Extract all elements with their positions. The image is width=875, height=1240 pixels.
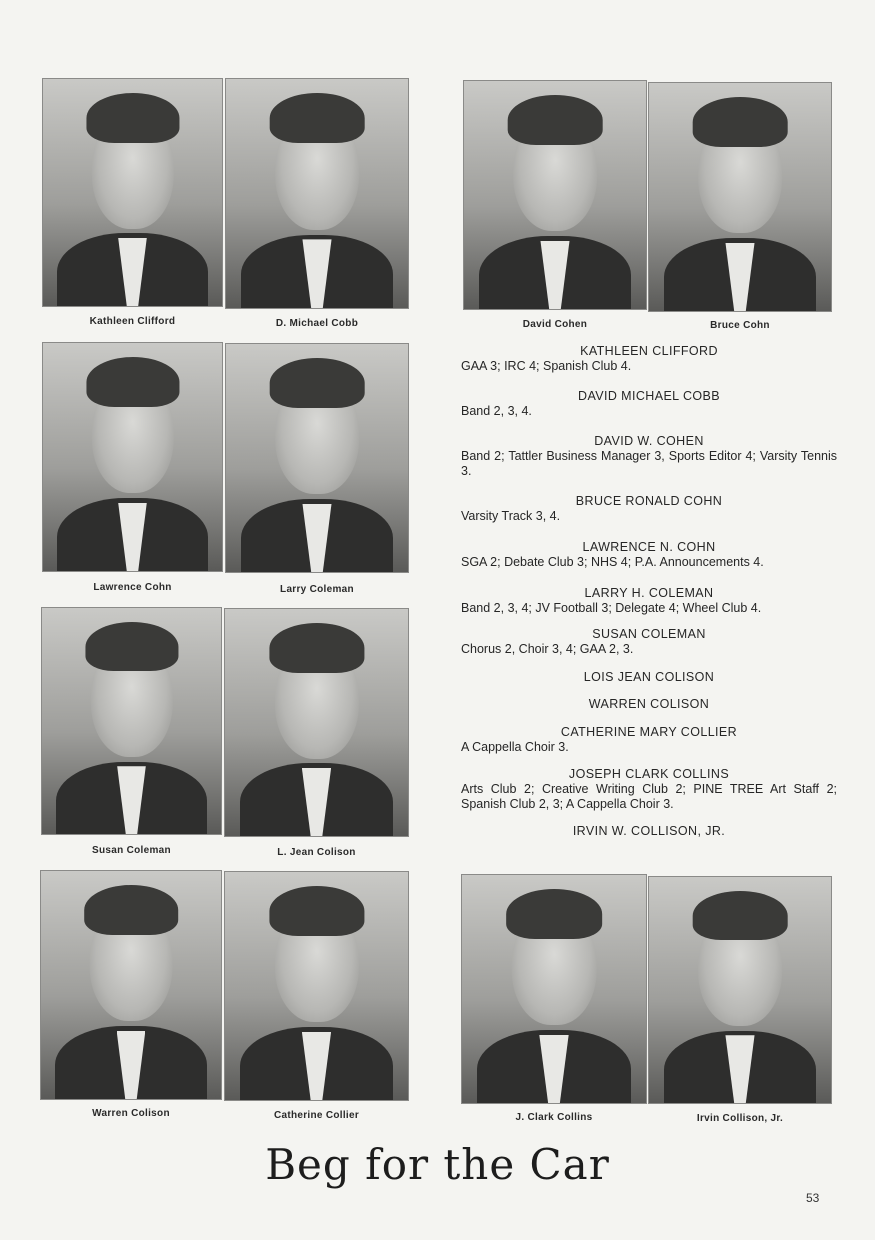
- portrait-photo: [40, 870, 222, 1100]
- bio-name: SUSAN COLEMAN: [592, 627, 706, 641]
- bio-name: LARRY H. COLEMAN: [584, 586, 714, 600]
- portrait-caption: D. Michael Cobb: [275, 318, 359, 329]
- bio-name: DAVID MICHAEL COBB: [578, 389, 720, 403]
- portrait-caption: Catherine Collier: [273, 1110, 360, 1121]
- bio-entry: [461, 725, 837, 755]
- bio-activities: Band 2; Tattler Business Manager 3, Sports Editor 4; Varsity Tennis 3.: [461, 449, 837, 478]
- portrait-photo: [463, 80, 647, 310]
- bio-activities: A Cappella Choir 3.: [461, 740, 569, 754]
- bio-name: DAVID W. COHEN: [594, 434, 704, 448]
- bio-entry: [461, 586, 837, 616]
- bio-entry: [461, 494, 837, 524]
- portrait-caption: J. Clark Collins: [515, 1112, 593, 1123]
- bio-name: BRUCE RONALD COHN: [575, 494, 723, 508]
- portrait-photo: [42, 78, 223, 307]
- bio-entry: [461, 434, 837, 479]
- bio-name: LAWRENCE N. COHN: [582, 540, 716, 554]
- portrait-caption: L. Jean Colison: [277, 847, 356, 858]
- page-title: Beg for the Car: [265, 1140, 610, 1189]
- bio-entry: [461, 697, 837, 712]
- bio-activities: Arts Club 2; Creative Writing Club 2; PINE TREE Art Staff 2; Spanish Club 2, 3; A Cappella Choir 3.: [461, 782, 837, 811]
- page-number: 53: [806, 1191, 820, 1205]
- bio-name: CATHERINE MARY COLLIER: [560, 725, 738, 739]
- bio-name: JOSEPH CLARK COLLINS: [568, 767, 730, 781]
- portrait-caption: Lawrence Cohn: [93, 582, 172, 593]
- portrait-photo: [648, 82, 832, 312]
- portrait-photo: [42, 342, 223, 572]
- portrait-caption: Warren Colison: [92, 1108, 170, 1119]
- portrait-caption: Bruce Cohn: [710, 320, 770, 331]
- portrait-caption: David Cohen: [522, 319, 588, 330]
- bio-entry: [461, 824, 837, 839]
- portrait-photo: [225, 343, 409, 573]
- bio-name: IRVIN W. COLLISON, JR.: [572, 824, 726, 838]
- portrait-photo: [224, 871, 409, 1101]
- portrait-photo: [648, 876, 832, 1104]
- portrait-caption: Larry Coleman: [280, 584, 354, 595]
- portrait-caption: Irvin Collison, Jr.: [696, 1113, 784, 1124]
- bio-activities: Varsity Track 3, 4.: [461, 509, 561, 523]
- bio-entry: [461, 670, 837, 685]
- bio-activities: Chorus 2, Choir 3, 4; GAA 2, 3.: [461, 642, 634, 656]
- bio-activities: GAA 3; IRC 4; Spanish Club 4.: [461, 359, 632, 373]
- bio-entry: [461, 767, 837, 812]
- portrait-photo: [225, 78, 409, 309]
- portrait-photo: [41, 607, 222, 835]
- bio-name: WARREN COLISON: [588, 697, 710, 711]
- bio-activities: SGA 2; Debate Club 3; NHS 4; P.A. Announcements 4.: [461, 555, 764, 569]
- portrait-photo: [461, 874, 647, 1104]
- bio-entry: [461, 389, 837, 419]
- portrait-caption: Kathleen Clifford: [89, 316, 176, 327]
- bio-activities: Band 2, 3, 4; JV Football 3; Delegate 4; Wheel Club 4.: [461, 601, 762, 615]
- portrait-photo: [224, 608, 409, 837]
- bio-entry: [461, 627, 837, 657]
- portrait-caption: Susan Coleman: [92, 845, 171, 856]
- bio-entry: [461, 540, 837, 570]
- bio-name: KATHLEEN CLIFFORD: [580, 344, 718, 358]
- bio-name: LOIS JEAN COLISON: [583, 670, 715, 684]
- bio-activities: Band 2, 3, 4.: [461, 404, 532, 418]
- bio-entry: [461, 344, 837, 374]
